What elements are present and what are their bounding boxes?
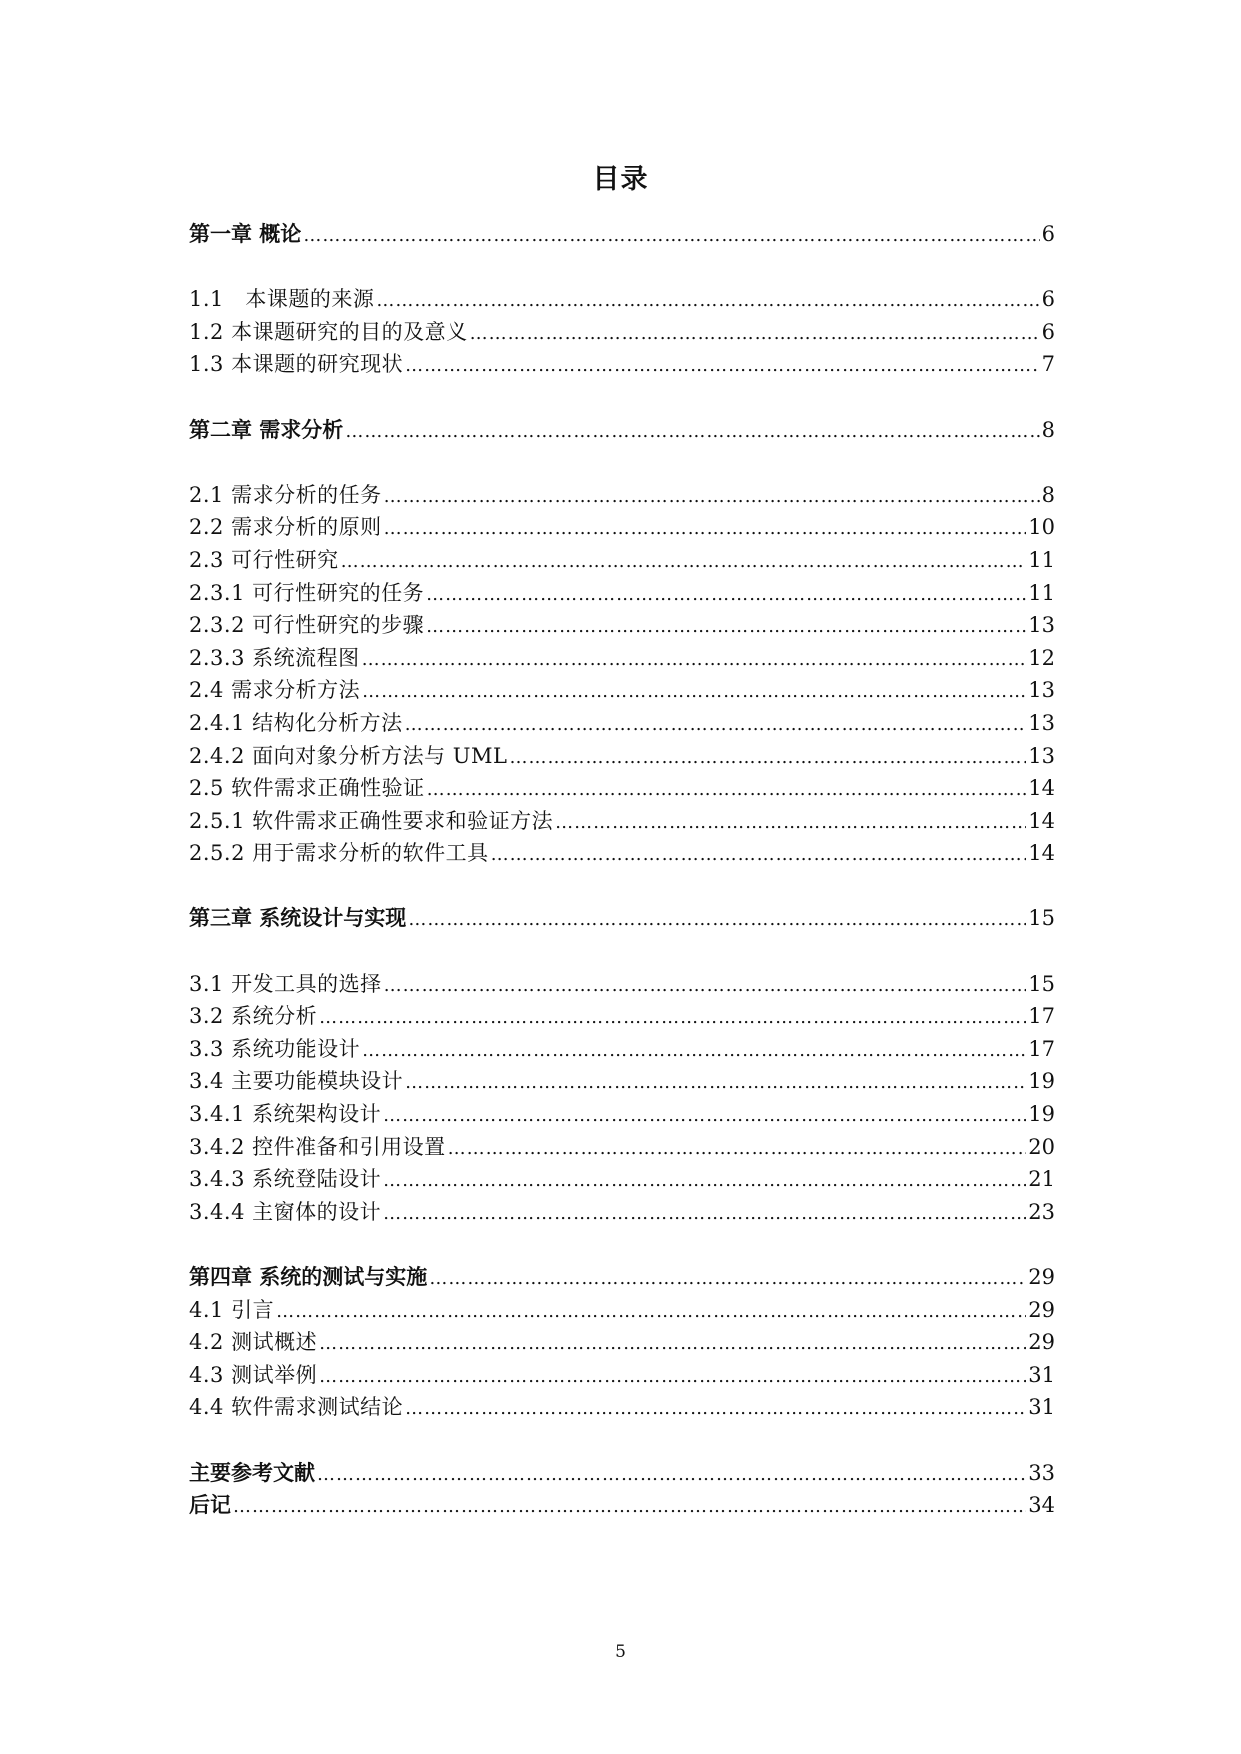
- toc-entry-page: 34: [1028, 1493, 1055, 1518]
- toc-dot-leader: [341, 546, 1027, 579]
- toc-section-entry[interactable]: [189, 674, 1055, 707]
- toc-chapter-entry[interactable]: [189, 1261, 1055, 1294]
- toc-entry-page: 29: [1028, 1265, 1055, 1289]
- toc-entry-page: 20: [1028, 1134, 1055, 1159]
- toc-entry-label: 2.3.3 系统流程图: [189, 645, 360, 670]
- toc-section-entry[interactable]: [189, 1000, 1055, 1033]
- toc-entry-page: 15: [1028, 906, 1055, 931]
- toc-entry-label: 4.4 软件需求测试结论: [189, 1395, 404, 1420]
- toc-dot-leader: [405, 350, 1040, 383]
- toc-gap: [189, 446, 1055, 479]
- toc-section-entry[interactable]: [189, 283, 1055, 316]
- toc-entry-page: 8: [1041, 482, 1055, 507]
- toc-section-entry[interactable]: [189, 1065, 1055, 1098]
- toc-gap: [189, 381, 1055, 414]
- toc-section-entry[interactable]: [189, 511, 1055, 544]
- toc-entry-page: 6: [1041, 287, 1055, 312]
- toc-dot-leader: [384, 513, 1027, 546]
- toc-dot-leader: [384, 481, 1040, 514]
- toc-section-entry[interactable]: [189, 968, 1055, 1001]
- toc-section-entry[interactable]: [189, 544, 1055, 577]
- toc-section-entry[interactable]: [189, 805, 1055, 838]
- toc-dot-leader: [362, 1035, 1026, 1068]
- toc-dot-leader: [426, 611, 1026, 644]
- toc-entry-label: 4.2 测试概述: [189, 1330, 318, 1355]
- toc-section-entry[interactable]: [189, 577, 1055, 610]
- toc-dot-leader: [303, 220, 1039, 253]
- toc-entry-label: 2.4.2 面向对象分析方法与 UML: [189, 743, 508, 768]
- toc-entry-label: 3.4.3 系统登陆设计: [189, 1167, 382, 1192]
- toc-entry-page: 19: [1028, 1102, 1055, 1127]
- toc-title: 目录: [592, 164, 649, 195]
- toc-dot-leader: [408, 904, 1026, 937]
- toc-entry-page: 10: [1028, 515, 1055, 540]
- toc-entry-page: 15: [1028, 971, 1055, 996]
- toc-entry-page: 29: [1028, 1297, 1055, 1322]
- toc-section-entry[interactable]: [189, 1131, 1055, 1164]
- toc-entry-page: 31: [1028, 1395, 1055, 1420]
- toc-entry-page: 8: [1041, 417, 1055, 442]
- toc-dot-leader: [319, 1328, 1026, 1361]
- toc-entry-label: 2.4.1 结构化分析方法: [189, 710, 403, 735]
- toc-entry-label: 第四章 系统的测试与实施: [189, 1265, 428, 1289]
- toc-section-entry[interactable]: [189, 772, 1055, 805]
- toc-entry-label: 后记: [189, 1493, 231, 1518]
- toc-dot-leader: [405, 1067, 1026, 1100]
- toc-entry-page: 17: [1028, 1004, 1055, 1029]
- toc-entry-label: 3.3 系统功能设计: [189, 1036, 361, 1061]
- toc-dot-leader: [362, 676, 1026, 709]
- toc-entry-label: 2.3.1 可行性研究的任务: [189, 580, 425, 605]
- toc-entry-label: 第三章 系统设计与实现: [189, 906, 407, 931]
- toc-section-entry[interactable]: [189, 1391, 1055, 1424]
- toc-entry-page: 11: [1028, 547, 1055, 572]
- toc-entry-label: 2.1 需求分析的任务: [189, 482, 382, 507]
- toc-dot-leader: [345, 416, 1039, 449]
- toc-entry-page: 31: [1028, 1362, 1055, 1387]
- toc-section-entry[interactable]: [189, 479, 1055, 512]
- toc-dot-leader: [362, 644, 1027, 677]
- toc-section-entry[interactable]: [189, 707, 1055, 740]
- toc-dot-leader: [383, 1165, 1026, 1198]
- toc-entry-label: 第一章 概论: [189, 222, 302, 246]
- toc-dot-leader: [383, 1100, 1026, 1133]
- toc-entry-page: 29: [1028, 1330, 1055, 1355]
- toc-entry-label: 2.3.2 可行性研究的步骤: [189, 613, 425, 638]
- toc-chapter-entry[interactable]: [189, 1457, 1055, 1490]
- toc-section-entry[interactable]: [189, 1098, 1055, 1131]
- toc-section-entry[interactable]: [189, 642, 1055, 675]
- toc-section-entry[interactable]: [189, 609, 1055, 642]
- toc-dot-leader: [276, 1296, 1026, 1329]
- toc-dot-leader: [376, 285, 1039, 318]
- toc-entry-label: 3.4.4 主窗体的设计: [189, 1199, 382, 1224]
- toc-entry-page: 33: [1028, 1460, 1055, 1485]
- toc-dot-leader: [470, 318, 1040, 351]
- toc-gap: [189, 1424, 1055, 1457]
- toc-dot-leader: [233, 1491, 1026, 1524]
- toc-section-entry[interactable]: [189, 1326, 1055, 1359]
- toc-entry-page: 6: [1041, 222, 1055, 246]
- toc-dot-leader: [426, 579, 1026, 612]
- toc-entry-page: 21: [1028, 1167, 1055, 1192]
- toc-entry-label: 3.4 主要功能模块设计: [189, 1069, 404, 1094]
- toc-dot-leader: [317, 1459, 1026, 1492]
- toc-entry-label: 4.3 测试举例: [189, 1362, 318, 1387]
- toc-entry-page: 14: [1028, 808, 1055, 833]
- toc-chapter-entry[interactable]: [189, 1489, 1055, 1522]
- toc-dot-leader: [429, 1263, 1026, 1296]
- toc-entry-page: 11: [1028, 580, 1055, 605]
- toc-entry-label: 2.3 可行性研究: [189, 547, 339, 572]
- toc-dot-leader: [555, 807, 1026, 840]
- toc-gap: [189, 870, 1055, 903]
- toc-dot-leader: [509, 742, 1026, 775]
- toc-gap: [189, 1228, 1055, 1261]
- toc-entry-label: 2.5.2 用于需求分析的软件工具: [189, 841, 489, 866]
- toc-entry-page: 12: [1028, 645, 1055, 670]
- toc-section-entry[interactable]: [189, 837, 1055, 870]
- toc-entry-page: 19: [1028, 1069, 1055, 1094]
- toc-entry-label: 3.1 开发工具的选择: [189, 971, 382, 996]
- toc-dot-leader: [491, 839, 1027, 872]
- toc-entry-page: 13: [1028, 710, 1055, 735]
- toc-dot-leader: [319, 1361, 1026, 1394]
- toc-entry-page: 23: [1028, 1199, 1055, 1224]
- toc-section-entry[interactable]: [189, 1294, 1055, 1327]
- toc-entry-label: 3.2 系统分析: [189, 1004, 318, 1029]
- toc-entry-page: 14: [1028, 776, 1055, 801]
- toc-dot-leader: [427, 774, 1027, 807]
- toc-entry-page: 13: [1028, 613, 1055, 638]
- toc-entry-label: 2.2 需求分析的原则: [189, 515, 382, 540]
- toc-entry-page: 17: [1028, 1036, 1055, 1061]
- toc-chapter-entry[interactable]: [189, 218, 1055, 251]
- toc-entry-page: 6: [1041, 319, 1055, 344]
- toc-section-entry[interactable]: [189, 316, 1055, 349]
- toc-dot-leader: [448, 1133, 1027, 1166]
- page-number: 5: [615, 1642, 626, 1662]
- toc-entry-label: 1.2 本课题研究的目的及意义: [189, 319, 468, 344]
- toc-entry-label: 主要参考文献: [189, 1460, 315, 1485]
- toc-dot-leader: [384, 970, 1027, 1003]
- toc-gap: [189, 251, 1055, 284]
- toc-entry-page: 13: [1028, 743, 1055, 768]
- toc-section-entry[interactable]: [189, 1359, 1055, 1392]
- toc-dot-leader: [405, 709, 1027, 742]
- toc-chapter-entry[interactable]: [189, 414, 1055, 447]
- toc-gap: [189, 935, 1055, 968]
- toc-dot-leader: [405, 1393, 1026, 1426]
- toc-entry-label: 第二章 需求分析: [189, 417, 344, 442]
- toc-section-entry[interactable]: [189, 1196, 1055, 1229]
- toc-entry-label: 1.1 本课题的来源: [189, 287, 375, 312]
- toc-entry-label: 4.1 引言: [189, 1297, 275, 1322]
- toc-section-entry[interactable]: [189, 740, 1055, 773]
- toc-entry-label: 2.4 需求分析方法: [189, 678, 361, 703]
- toc-entry-label: 3.4.1 系统架构设计: [189, 1102, 382, 1127]
- toc-entry-label: 1.3 本课题的研究现状: [189, 352, 404, 377]
- toc-section-entry[interactable]: [189, 1163, 1055, 1196]
- toc-entry-label: 2.5 软件需求正确性验证: [189, 776, 425, 801]
- toc-entry-page: 7: [1041, 352, 1055, 377]
- toc-entry-page: 13: [1028, 678, 1055, 703]
- toc-section-entry[interactable]: [189, 1033, 1055, 1066]
- toc-dot-leader: [319, 1002, 1026, 1035]
- toc-chapter-entry[interactable]: [189, 902, 1055, 935]
- toc-entry-label: 3.4.2 控件准备和引用设置: [189, 1134, 446, 1159]
- toc-dot-leader: [383, 1198, 1026, 1231]
- toc-section-entry[interactable]: [189, 348, 1055, 381]
- toc-entry-page: 14: [1028, 841, 1055, 866]
- toc-entry-label: 2.5.1 软件需求正确性要求和验证方法: [189, 808, 554, 833]
- toc-list: [189, 218, 1055, 1522]
